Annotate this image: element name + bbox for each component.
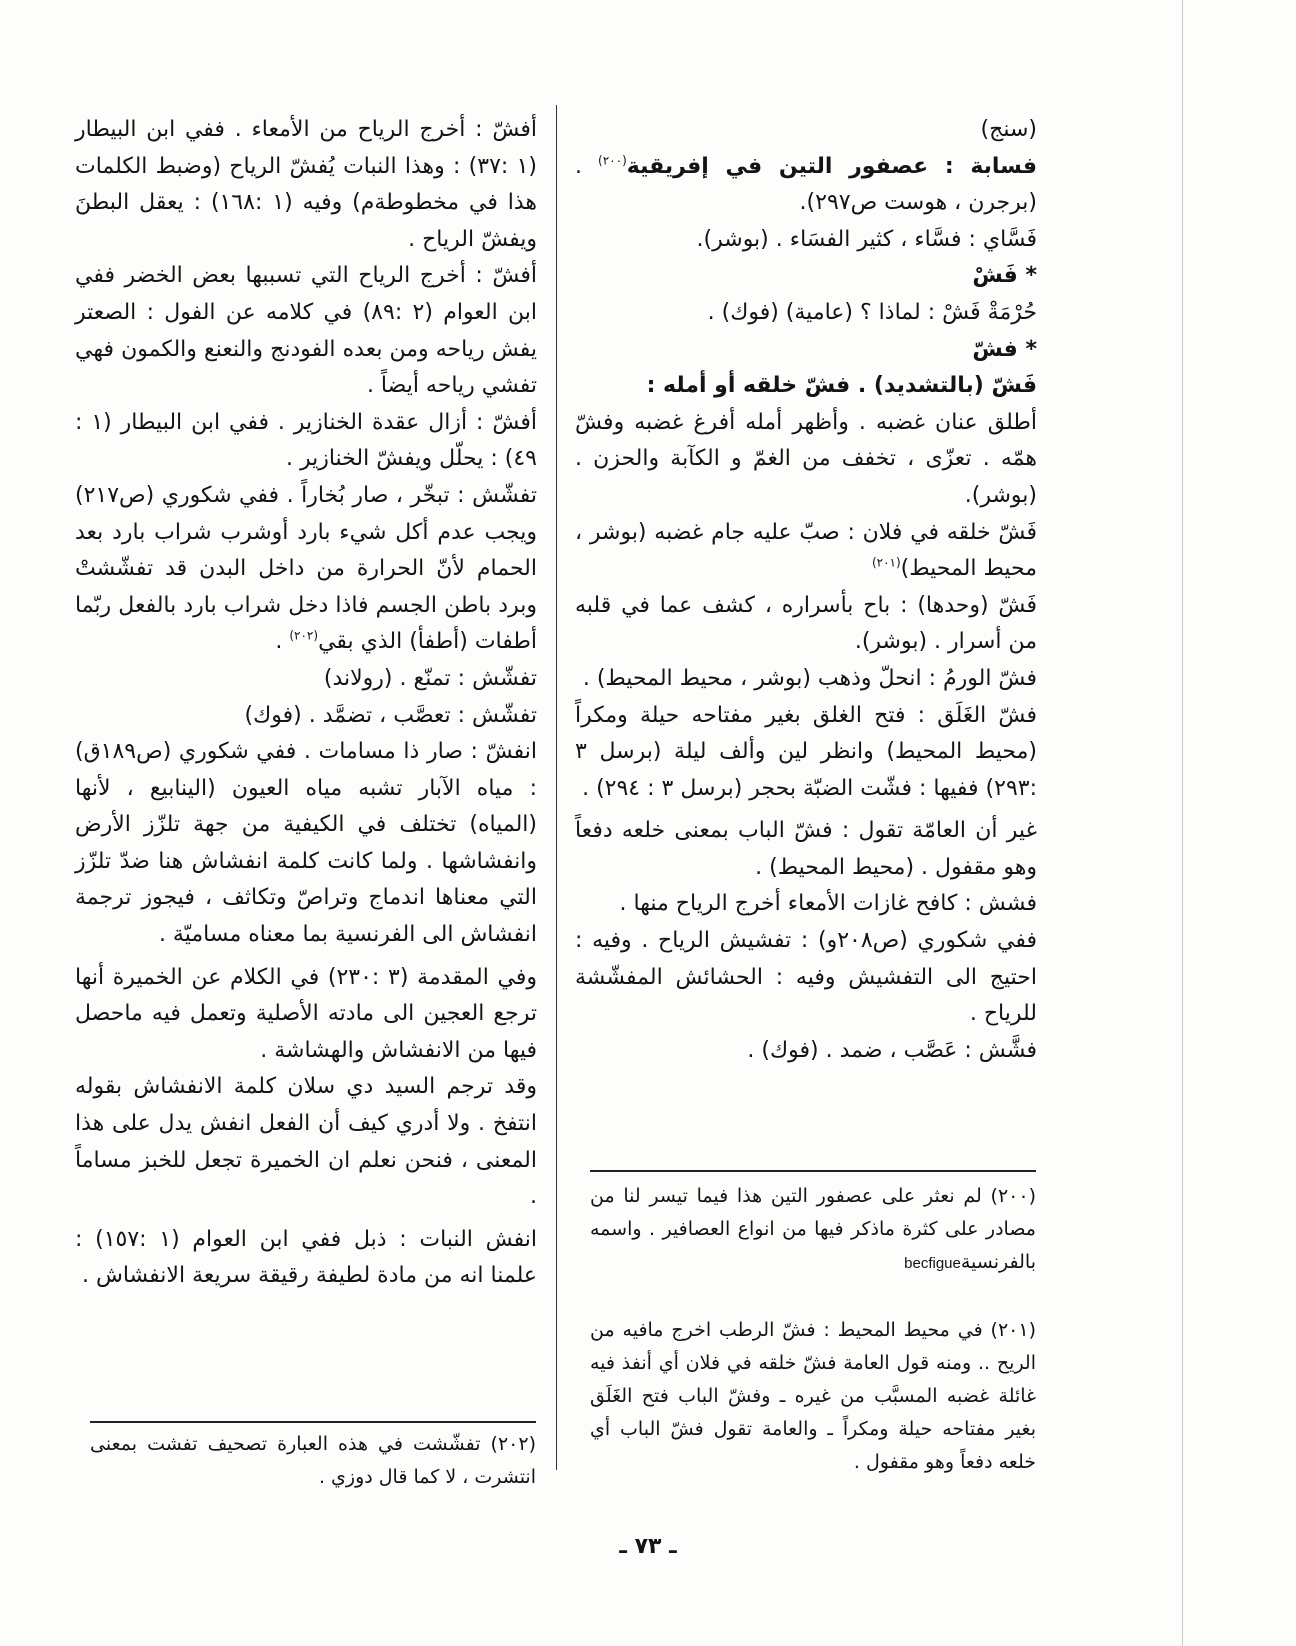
footnote-200 bbox=[590, 1180, 1036, 1280]
scan-edge-line bbox=[1182, 0, 1183, 1646]
entry-fashshash-asab: فشَّش : عَصَّب ، ضمد . (فوك) . bbox=[747, 1037, 1037, 1063]
footnote-200-text: (٢٠٠) لم نعثر على عصفور التين هذا فيما تيسر لنا من مصادر على كثرة ماذكر فيها من انواع العصافير . واسمه بالفرنسية bbox=[590, 1185, 1036, 1273]
entry-tafashshash-bukhar-end: . bbox=[275, 629, 290, 655]
footnotes-right bbox=[590, 1180, 1036, 1479]
entry-fashash: فشش : كافح غازات الأمعاء أخرج الرياح منها . bbox=[619, 891, 1037, 917]
right-column bbox=[575, 112, 1037, 1069]
footnote-ref-200: (٢٠٠) bbox=[598, 153, 627, 168]
entry-fashsh-meaning: أطلق عنان غضبه . وأظهر أمله أفرغ غضبه وفشّ همّه . تعزّى ، تخفف من الغمّ و الكآبة والحزن . (بوشر). bbox=[575, 409, 1037, 508]
root-fashsh: * فشّ bbox=[972, 336, 1037, 362]
footnote-ref-201: (٢٠١) bbox=[871, 555, 901, 570]
footnote-ref-202: (٢٠٢) bbox=[289, 628, 319, 643]
entry-fashash-shakuri: ففي شكوري (ص٢٠٨و) : تفشيش الرياح . وفيه : احتيج الى التفشيش وفيه : الحشائش المفشّشة للرياح . bbox=[575, 928, 1037, 1027]
entry-tafashshash-bukhar bbox=[75, 478, 537, 661]
entry-fasaba-text: فسابة : عصفور التين في إفريقية bbox=[626, 153, 1037, 179]
entry-fashsh-alone: فَشّ (وحدها) : باح بأسراره ، كشف عما في قلبه من أسرار . (بوشر). bbox=[575, 592, 1037, 655]
entry-fashsh-bab: غير أن العامّة تقول : فشّ الباب بمعنى خلعه دفعاً وهو مقفول . (محيط المحيط) . bbox=[575, 818, 1037, 880]
entry-fasaba bbox=[575, 149, 1037, 222]
entry-afashsh-khanazir: أفشّ : أزال عقدة الخنازير . ففي ابن البيطار (١ : ٤٩) : يحلّل ويفشّ الخنازير . bbox=[75, 409, 537, 472]
entry-afashsh-ibn-baytar: أفشّ : أخرج الرياح من الأمعاء . ففي ابن البيطار (١ :٣٧) : وهذا النبات يُفشّ الرياح (وضبط الكلمات هذا في مخطوطةم) وفيه (١ :١٦٨) : يعقل البطنَ ويفشّ الرياح . bbox=[75, 117, 538, 252]
entry-fasaba-source: . (برجرن ، هوست ص٢٩٧). bbox=[575, 153, 1037, 216]
entry-hurmat-fash: حُرْمَةْ فَشْ : لماذا ؟ (عامية) (فوك) . bbox=[707, 299, 1037, 325]
entry-tafashshash-tamanna: تفشّش : تمنّع . (رولاند) bbox=[323, 665, 537, 691]
entry-fashsh-ghalaq: فشّ الغَلَق : فتح الغلق بغير مفتاحه حيلة ومكراً (محيط المحيط) وانظر لين وألف ليلة (برسل ٣ :٢٩٣) ففيها : فشّت الضبّة بحجر (برسل ٣ : ٢٩٤) . bbox=[575, 702, 1037, 801]
footnote-202: (٢٠٢) تفشّشت في هذه العبارة تصحيف تفشت بمعنى انتشرت ، لا كما قال دوزي . bbox=[90, 1433, 536, 1488]
left-column bbox=[75, 112, 537, 1295]
entry-tafashshash-tasab: تفشّش : تعصَّب ، تضمَّد . (فوك) bbox=[244, 702, 537, 728]
entry-fashsh-warm: فشّ الورمُ : انحلّ وذهب (بوشر ، محيط المحيط) . bbox=[582, 665, 1037, 691]
page-number: ـ ٧٣ ـ bbox=[619, 1534, 677, 1559]
entry-muqaddima-khamira: وفي المقدمة (٣ :٢٣٠) في الكلام عن الخميرة أنها ترجع العجين الى مادته الأصلية وتعمل فيه ماحصل فيها من الانفشاش والهشاشة . bbox=[75, 964, 538, 1063]
footnote-rule-left bbox=[90, 1421, 536, 1423]
root-fash: * فَشْ bbox=[972, 263, 1037, 289]
column-divider bbox=[556, 105, 557, 1470]
footnote-rule-right bbox=[590, 1170, 1036, 1172]
entry-afashsh-ibn-awwam: أفشّ : أخرج الرياح التي تسببها بعض الخضر ففي ابن العوام (٢ :٨٩) في كلامه عن الفول : الصعتر يفش رياحه ومن بعده الفودنج والنعنع والكمون فهي تفشي رياحه أيضاً . bbox=[75, 263, 537, 399]
entry-sanj: (سنج) bbox=[980, 117, 1037, 142]
footnote-201: (٢٠١) في محيط المحيط : فشّ الرطب اخرج مافيه من الريح .. ومنه قول العامة فشّ خلقه في فلان أي أنفذ فيه غائلة غضبه المسبَّب من غيره ـ وفشّ الباب فتح الغَلَق بغير مفتاحه حيلة ومكراً ـ والعامة تقول فشّ الباب أي خلعه دفعاً وهو مقفول . bbox=[590, 1319, 1036, 1473]
entry-tafashshash-bukhar-text: تفشّش : تبخّر ، صار بُخاراً . ففي شكوري (ص٢١٧) ويجب عدم أكل شيء بارد أوشرب شراب بارد بعد الحمام لأنّ الحرارة من داخل البدن قد تفشّشتْ وبرد باطن الجسم فاذا دخل شراب بارد بالفعل ربّما أطفات (أطفأ) الذي بقي bbox=[75, 482, 537, 655]
entry-fashsh-tashdid: فَشّ (بالتشديد) . فشّ خلقه أو أمله : bbox=[646, 373, 1037, 399]
entry-infashsh-nabat: انفش النبات : ذبل ففي ابن العوام (١ :١٥٧) : علمنا انه من مادة لطيفة رقيقة سريعة الانفشاش . bbox=[75, 1226, 537, 1289]
entry-fashsh-khulqah bbox=[575, 515, 1037, 588]
entry-fashsh-khulqah-text: فَشّ خلقه في فلان : صبّ عليه جام غضبه (بوشر ، محيط المحيط) bbox=[575, 519, 1037, 582]
entry-infashsh-masamat: انفشّ : صار ذا مسامات . ففي شكوري (ص١٨٩ق) : مياه الآبار تشبه مياه العيون (الينابيع ، لأنها (المياه) تختلف في الكيفية من جهة تلزّز الأرض وانفشاشها . ولما كانت كلمة انفشاش هنا ضدّ تلزّز التي معناها اندماج وتراصّ وتكاثف ، فيجوز ترجمة انفشاش الى الفرنسية بما معناه مساميّة . bbox=[75, 739, 537, 948]
footnotes-left bbox=[90, 1428, 536, 1494]
entry-de-slane: وقد ترجم السيد دي سلان كلمة الانفشاش بقوله انتفخ . ولا أدري كيف أن الفعل انفش يدل على هذا المعنى ، فنحن نعلم ان الخميرة تجعل للخبز مساماً . bbox=[75, 1074, 537, 1210]
entry-fassay: فَسَّاي : فسَّاء ، كثير الفسَاء . (بوشر). bbox=[696, 226, 1037, 252]
footnote-200-latin: becfigue bbox=[904, 1255, 961, 1272]
